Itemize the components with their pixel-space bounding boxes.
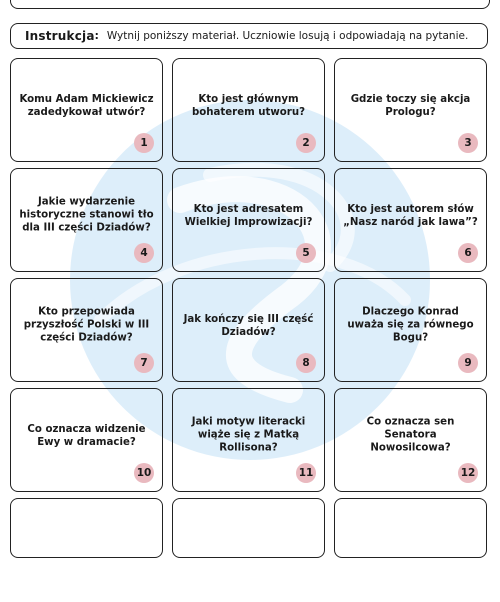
question-card[interactable] bbox=[172, 58, 325, 162]
question-number-badge: 3 bbox=[458, 133, 478, 153]
question-text: Jak kończy się III część Dziadów? bbox=[183, 314, 314, 338]
question-text: Kto jest adresatem Wielkiej Improwizacji? bbox=[184, 204, 313, 228]
question-text: Kto jest głównym bohaterem utworu? bbox=[191, 94, 305, 118]
question-text: Dlaczego Konrad uważa się za równego Bogu? bbox=[347, 306, 474, 343]
question-card-cut-off[interactable] bbox=[334, 498, 487, 558]
instruction-text: Wytnij poniższy materiał. Uczniowie losują i odpowiadają na pytanie. bbox=[106, 30, 469, 42]
question-number-badge: 9 bbox=[458, 353, 478, 373]
question-number-badge: 12 bbox=[458, 463, 478, 483]
instruction-label: Instrukcja bbox=[25, 29, 95, 43]
question-text: Kto jest autorem słów „Nasz naród jak lawa”? bbox=[343, 204, 478, 228]
instruction-colon: : bbox=[94, 30, 99, 42]
question-number-badge: 2 bbox=[296, 133, 316, 153]
question-number-badge: 1 bbox=[134, 133, 154, 153]
question-card[interactable] bbox=[10, 388, 163, 492]
previous-section-edge bbox=[10, 0, 490, 9]
question-number-badge: 8 bbox=[296, 353, 316, 373]
question-text: Jakie wydarzenie historyczne stanowi tło dla III części Dziadów? bbox=[19, 196, 154, 233]
question-card[interactable] bbox=[10, 278, 163, 382]
question-text: Co oznacza widzenie Ewy w dramacie? bbox=[27, 424, 146, 448]
question-card[interactable] bbox=[10, 58, 163, 162]
question-number-badge: 6 bbox=[458, 243, 478, 263]
question-card[interactable] bbox=[334, 278, 487, 382]
question-card[interactable] bbox=[172, 278, 325, 382]
question-text: Co oznacza sen Senatora Nowosilcowa? bbox=[366, 416, 455, 453]
question-number-badge: 10 bbox=[134, 463, 154, 483]
question-number-badge: 5 bbox=[296, 243, 316, 263]
question-card[interactable] bbox=[334, 58, 487, 162]
question-card[interactable] bbox=[10, 168, 163, 272]
question-text: Kto przepowiada przyszłość Polski w III części Dziadów? bbox=[23, 306, 150, 343]
question-card[interactable] bbox=[334, 168, 487, 272]
question-card-cut-off[interactable] bbox=[10, 498, 163, 558]
question-text: Komu Adam Mickiewicz zadedykował utwór? bbox=[19, 94, 154, 118]
question-card[interactable] bbox=[334, 388, 487, 492]
question-text: Jaki motyw literacki wiąże się z Matką Rollisona? bbox=[191, 416, 306, 453]
instruction-box bbox=[10, 23, 488, 49]
question-number-badge: 4 bbox=[134, 243, 154, 263]
question-card[interactable] bbox=[172, 168, 325, 272]
question-card[interactable] bbox=[172, 388, 325, 492]
question-number-badge: 11 bbox=[296, 463, 316, 483]
question-card-cut-off[interactable] bbox=[172, 498, 325, 558]
question-grid bbox=[10, 58, 490, 602]
question-text: Gdzie toczy się akcja Prologu? bbox=[350, 94, 471, 118]
question-number-badge: 7 bbox=[134, 353, 154, 373]
